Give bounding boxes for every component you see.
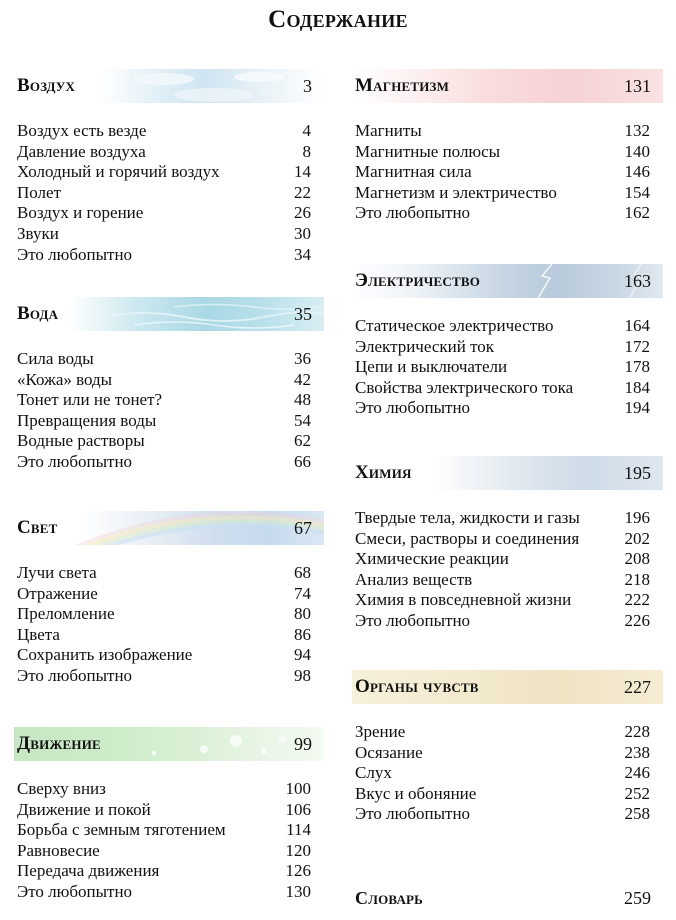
- list-item[interactable]: Смеси, растворы и соединения 202: [355, 528, 650, 548]
- section-senses: [352, 670, 663, 825]
- list-item[interactable]: Химия в повседневной жизни 222: [355, 590, 650, 610]
- section-items: [14, 563, 324, 687]
- section-page: 195: [624, 462, 651, 483]
- section-items: [14, 121, 324, 265]
- section-items: [352, 722, 663, 825]
- list-item[interactable]: Электрический ток 172: [355, 336, 650, 356]
- list-item[interactable]: Это любопытно 66: [17, 451, 311, 471]
- section-title: Движение: [17, 733, 101, 754]
- list-item[interactable]: Это любопытно 226: [355, 610, 650, 630]
- section-header[interactable]: [352, 69, 663, 103]
- section-header[interactable]: [352, 670, 663, 704]
- list-item[interactable]: Магниты 132: [355, 121, 650, 140]
- list-item[interactable]: Холодный и горячий воздух 14: [17, 162, 311, 182]
- list-item[interactable]: Анализ веществ 218: [355, 569, 650, 589]
- list-item[interactable]: Магнетизм и электричество 154: [355, 182, 650, 202]
- list-item[interactable]: Давление воздуха 8: [17, 141, 311, 161]
- list-item[interactable]: Зрение 228: [355, 722, 650, 741]
- list-item[interactable]: Равновесие 120: [17, 840, 311, 860]
- list-item[interactable]: Это любопытно 162: [355, 203, 650, 223]
- list-item[interactable]: «Кожа» воды 42: [17, 369, 311, 389]
- section-magnetism: [352, 69, 663, 224]
- section-header[interactable]: [14, 69, 324, 103]
- section-page: 163: [624, 270, 651, 291]
- section-header[interactable]: [352, 264, 663, 298]
- list-item[interactable]: Преломление 80: [17, 604, 311, 624]
- section-items: [14, 779, 324, 903]
- glossary-page: 259: [624, 887, 651, 908]
- section-title: Свет: [17, 517, 58, 538]
- section-air: [14, 69, 324, 265]
- list-item[interactable]: Борьба с земным тяготением 114: [17, 820, 311, 840]
- section-header[interactable]: [352, 456, 663, 490]
- section-page: 227: [624, 676, 651, 697]
- list-item[interactable]: Химические реакции 208: [355, 549, 650, 569]
- list-item[interactable]: Водные растворы 62: [17, 431, 311, 451]
- section-page: 131: [624, 75, 651, 96]
- section-title: Воздух: [17, 75, 76, 96]
- glossary-entry[interactable]: [352, 886, 663, 910]
- list-item[interactable]: Статическое электричество 164: [355, 316, 650, 335]
- list-item[interactable]: Слух 246: [355, 763, 650, 783]
- list-item[interactable]: Цвета 86: [17, 624, 311, 644]
- section-header[interactable]: [14, 297, 324, 331]
- list-item[interactable]: Отражение 74: [17, 583, 311, 603]
- list-item[interactable]: Свойства электрического тока 184: [355, 377, 650, 397]
- section-page: 67: [294, 517, 312, 538]
- rainbow-decoration: [14, 511, 324, 545]
- list-item[interactable]: Это любопытно 34: [17, 244, 311, 264]
- section-items: [352, 508, 663, 632]
- section-title: Органы чувств: [355, 676, 479, 697]
- glossary-title: Словарь: [355, 887, 423, 908]
- list-item[interactable]: Сверху вниз 100: [17, 779, 311, 798]
- section-page: 99: [294, 733, 312, 754]
- list-item[interactable]: Превращения воды 54: [17, 410, 311, 430]
- section-title: Магнетизм: [355, 75, 450, 96]
- section-page: 35: [294, 303, 312, 324]
- section-items: [352, 121, 663, 224]
- section-page: 3: [303, 75, 312, 96]
- list-item[interactable]: Передача движения 126: [17, 861, 311, 881]
- list-item[interactable]: Лучи света 68: [17, 563, 311, 582]
- list-item[interactable]: Звуки 30: [17, 223, 311, 243]
- list-item[interactable]: Воздух и горение 26: [17, 203, 311, 223]
- section-chemistry: [352, 456, 663, 632]
- section-title: Химия: [355, 462, 412, 483]
- list-item[interactable]: Тонет или не тонет? 48: [17, 390, 311, 410]
- list-item[interactable]: Это любопытно 98: [17, 665, 311, 685]
- page-title: Содержание: [268, 6, 408, 33]
- list-item[interactable]: Цепи и выключатели 178: [355, 357, 650, 377]
- section-motion: [14, 727, 324, 903]
- list-item[interactable]: Полет 22: [17, 182, 311, 202]
- section-title: Вода: [17, 303, 59, 324]
- list-item[interactable]: Сила воды 36: [17, 349, 311, 368]
- list-item[interactable]: Это любопытно 130: [17, 881, 311, 901]
- section-items: [14, 349, 324, 473]
- list-item[interactable]: Это любопытно 258: [355, 804, 650, 824]
- section-water: [14, 297, 324, 473]
- water-decoration: [14, 297, 324, 331]
- list-item[interactable]: Осязание 238: [355, 742, 650, 762]
- list-item[interactable]: Движение и покой 106: [17, 799, 311, 819]
- section-light: [14, 511, 324, 687]
- section-header[interactable]: [14, 511, 324, 545]
- list-item[interactable]: Сохранить изображение 94: [17, 645, 311, 665]
- list-item[interactable]: Магнитная сила 146: [355, 162, 650, 182]
- list-item[interactable]: Воздух есть везде 4: [17, 121, 311, 140]
- section-electricity: [352, 264, 663, 419]
- list-item[interactable]: Твердые тела, жидкости и газы 196: [355, 508, 650, 527]
- section-header[interactable]: [14, 727, 324, 761]
- list-item[interactable]: Это любопытно 194: [355, 398, 650, 418]
- list-item[interactable]: Вкус и обоняние 252: [355, 783, 650, 803]
- section-items: [352, 316, 663, 419]
- list-item[interactable]: Магнитные полюсы 140: [355, 141, 650, 161]
- section-title: Электричество: [355, 270, 481, 291]
